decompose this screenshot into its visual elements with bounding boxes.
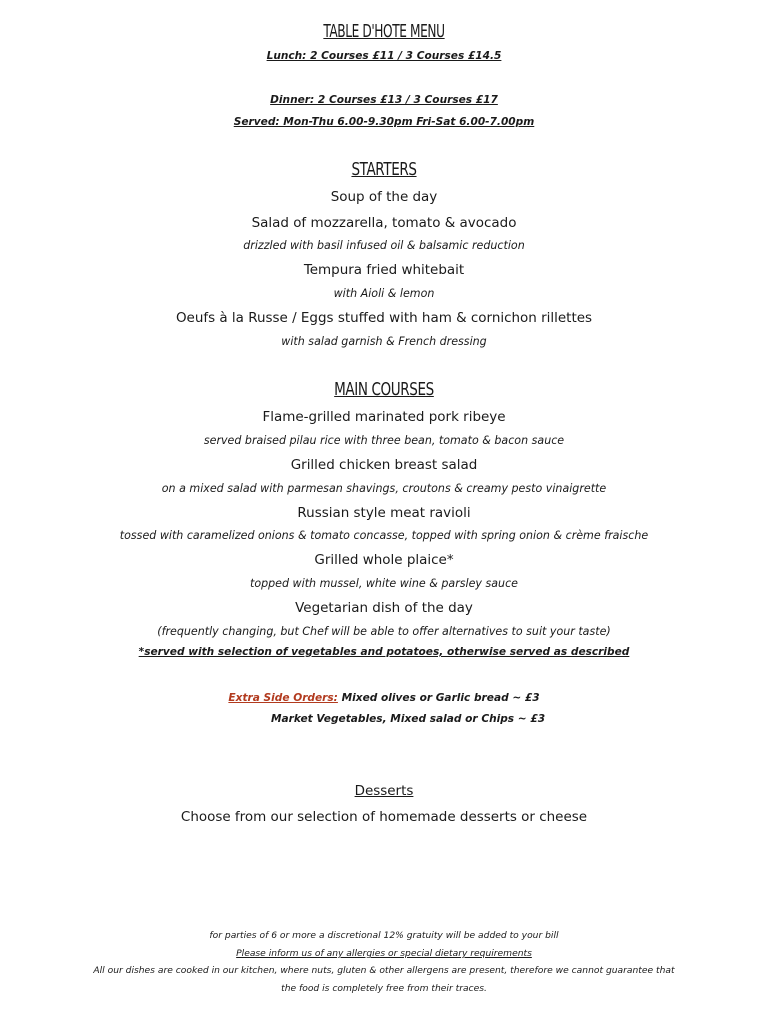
mains-note: *served with selection of vegetables and potatoes, otherwise served as described	[138, 646, 630, 658]
main-item-name: Flame-grilled marinated pork ribeye	[262, 409, 506, 425]
main-item-name: Grilled whole plaice*	[314, 552, 454, 568]
starter-item-desc: with salad garnish & French dressing	[281, 335, 487, 348]
main-item-name: Vegetarian dish of the day	[295, 600, 473, 616]
starter-item-desc: with Aioli & lemon	[333, 287, 435, 300]
menu-title: TABLE D'HOTE MENU	[323, 22, 445, 42]
main-item-name: Russian style meat ravioli	[297, 505, 471, 521]
serving-hours: Served: Mon-Thu 6.00-9.30pm Fri-Sat 6.00-7.00pm	[233, 116, 535, 128]
main-item-desc: topped with mussel, white wine & parsley sauce	[250, 577, 518, 590]
gratuity-notice: for parties of 6 or more a discretional 12% gratuity will be added to your bill	[209, 931, 559, 941]
starter-item-name: Oeufs à la Russe / Eggs stuffed with ham & cornichon rillettes	[175, 310, 593, 326]
extra-side-orders-line2: Market Vegetables, Mixed salad or Chips ~ £3	[270, 713, 546, 725]
main-item-desc: on a mixed salad with parmesan shavings, croutons & creamy pesto vinaigrette	[161, 482, 607, 495]
extra-side-orders	[0, 692, 768, 704]
extra-side-orders-label: Extra Side Orders:	[228, 692, 338, 704]
main-item-desc: served braised pilau rice with three bean, tomato & bacon sauce	[203, 434, 565, 447]
starter-item-name: Tempura fried whitebait	[303, 262, 465, 278]
main-item-desc: (frequently changing, but Chef will be able to offer alternatives to suit your taste)	[157, 625, 611, 638]
desserts-heading: Desserts	[354, 783, 414, 799]
main-item-desc: tossed with caramelized onions & tomato concasse, topped with spring onion & crème fraische	[119, 529, 649, 542]
dinner-price: Dinner: 2 Courses £13 / 3 Courses £17	[270, 94, 498, 106]
desserts-text: Choose from our selection of homemade desserts or cheese	[180, 809, 588, 825]
kitchen-notice-line1: All our dishes are cooked in our kitchen, where nuts, gluten & other allergens are present, therefore we cannot guarantee that	[93, 966, 675, 976]
extra-side-orders-line1: Mixed olives or Garlic bread ~ £3	[337, 692, 540, 704]
starter-item-name: Salad of mozzarella, tomato & avocado	[251, 215, 517, 231]
starter-item-name: Soup of the day	[330, 189, 438, 205]
allergy-notice: Please inform us of any allergies or special dietary requirements	[236, 949, 532, 959]
main-courses-heading: MAIN COURSES	[334, 380, 434, 400]
starter-item-desc: drizzled with basil infused oil & balsamic reduction	[243, 239, 525, 252]
starters-heading: STARTERS	[351, 160, 417, 180]
lunch-price: Lunch: 2 Courses £11 / 3 Courses £14.5	[266, 50, 502, 62]
main-item-name: Grilled chicken breast salad	[290, 457, 478, 473]
kitchen-notice-line2: the food is completely free from their traces.	[281, 984, 487, 994]
